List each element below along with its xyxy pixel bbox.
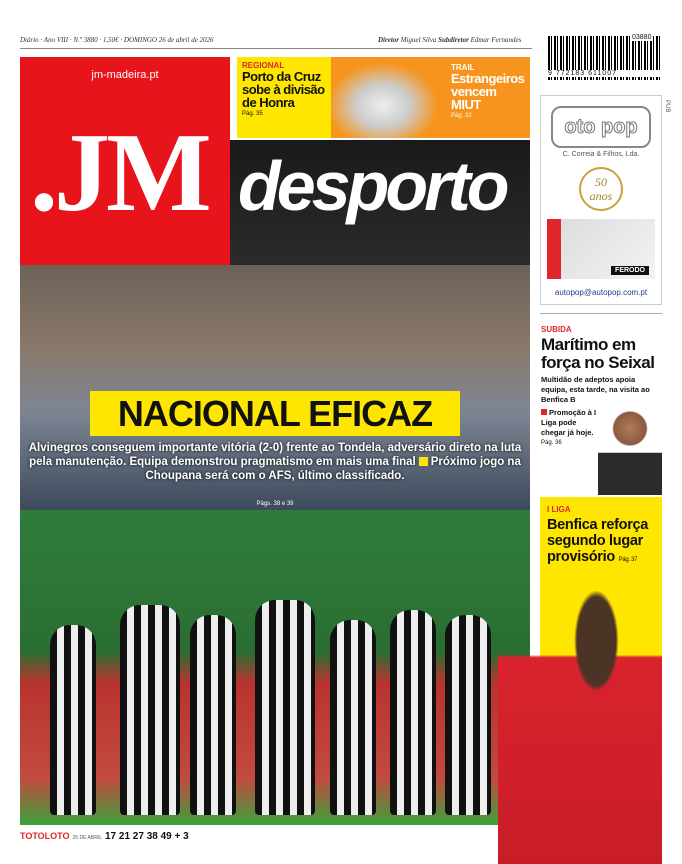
lead-photo-crowd xyxy=(20,265,530,510)
divider xyxy=(540,313,662,314)
ad-email[interactable]: autopop@autopop.com.pt xyxy=(554,288,648,297)
barcode-number: 9 772183 611007 xyxy=(548,70,662,77)
teaser-title: Porto da Cruz sobe à divisão de Honra xyxy=(242,69,325,110)
director-label: Diretor xyxy=(378,36,399,44)
bullet-square-icon xyxy=(541,409,547,415)
teaser-regional[interactable] xyxy=(237,57,331,138)
deck-text: Alvinegros conseguem importante vitória (2-0) frente ao Tondela, adversário direto na luta pela manutenção. Equipa demonstrou pragmatismo em mais uma final xyxy=(28,442,522,468)
teaser-title: Estrangeiros vencem MIUT xyxy=(451,71,525,112)
side-page: Pág. 36 xyxy=(541,440,562,446)
liga-title-wrap xyxy=(547,517,659,568)
liga-page: Pág. 37 xyxy=(618,557,638,563)
lead-photo-team xyxy=(20,510,530,825)
side-title: Marítimo em força no Seixal xyxy=(541,335,655,372)
teaser-kicker: REGIONAL xyxy=(242,61,285,70)
deck-text-2: Próximo jogo na Choupana será com o AFS, último classificado. xyxy=(145,456,521,482)
subdirector: Edmar Fernandes xyxy=(470,36,522,44)
ad-label: PUB xyxy=(664,100,670,113)
lead-pages: Págs. 38 e 39 xyxy=(256,501,294,507)
player-figure xyxy=(120,605,180,815)
teaser-page: Pág. 35 xyxy=(242,111,263,117)
teaser-kicker: TRAIL xyxy=(451,63,475,72)
advertisement[interactable] xyxy=(540,95,662,305)
totoloto-results xyxy=(20,831,189,842)
section-banner xyxy=(230,140,530,265)
player-figure xyxy=(190,615,236,815)
issue-number: 03880 xyxy=(632,34,652,41)
player-figure xyxy=(255,600,315,815)
section-title: desporto xyxy=(238,147,506,225)
director: Miguel Silva xyxy=(400,36,437,44)
jm-logo: .JM xyxy=(30,111,208,235)
player-figure xyxy=(330,620,376,815)
product-brand: FERODO xyxy=(611,266,649,275)
masthead-logo-block xyxy=(20,57,230,265)
player-figure xyxy=(445,615,491,815)
teaser-trail[interactable] xyxy=(331,57,530,138)
benfica-players-photo xyxy=(498,585,662,864)
ad-company: C. Correia & Filhos, Lda. xyxy=(562,151,640,158)
bullet-square-icon xyxy=(419,457,428,466)
ad-brand-logo: oto pop xyxy=(551,106,651,148)
lead-deck xyxy=(28,441,522,483)
edition-line: Diário · Ano VIII · N.º 3880 · 1,50€ · DOMINGO 26 de abril de 2026 xyxy=(20,36,214,44)
site-url[interactable]: jm-madeira.pt xyxy=(91,69,159,81)
player-figure xyxy=(390,610,436,815)
subdirector-label: Subdiretor xyxy=(438,36,469,44)
side-text: Multidão de adeptos apoia equipa, esta tarde, na visita ao Benfica B xyxy=(541,375,650,404)
liga-title: Benfica reforça segundo lugar provisório xyxy=(547,517,649,565)
runner-photo xyxy=(331,57,446,138)
staff-line xyxy=(378,36,521,44)
totoloto-numbers: 17 21 27 38 49 + 3 xyxy=(104,831,189,842)
totoloto-label: TOTOLOTO xyxy=(20,831,70,841)
lead-headline: NACIONAL EFICAZ xyxy=(90,391,460,436)
side-text-2-body: Promoção à I Liga pode chegar já hoje. xyxy=(541,408,597,437)
side-text-2 xyxy=(541,408,603,438)
product-box xyxy=(547,219,655,279)
divider xyxy=(20,48,532,49)
player-figure xyxy=(50,625,96,815)
side-kicker: SUBIDA xyxy=(541,325,572,334)
totoloto-date: 25 DE ABRIL xyxy=(72,835,102,841)
teaser-page: Pág. 32 xyxy=(451,113,472,119)
anniversary-seal: 50 anos xyxy=(579,167,623,211)
side-story[interactable] xyxy=(541,325,663,446)
liga-kicker: I LIGA xyxy=(547,505,571,514)
